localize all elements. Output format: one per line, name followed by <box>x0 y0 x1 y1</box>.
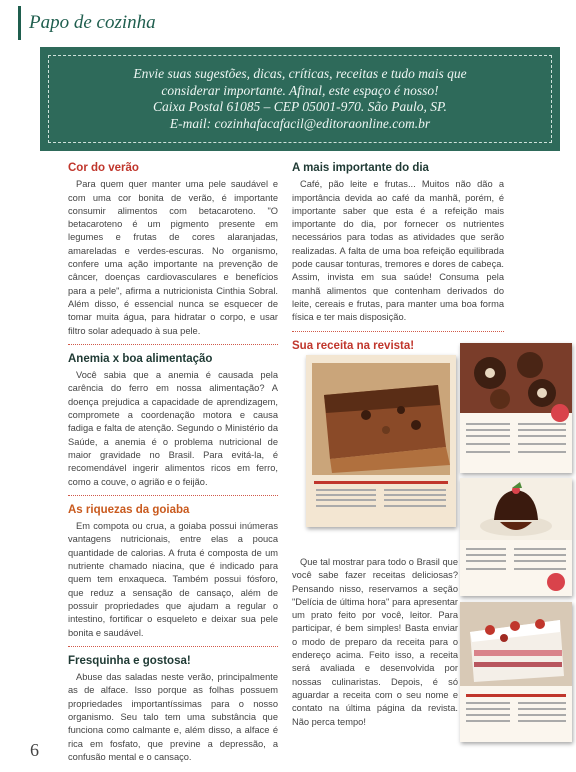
contact-email[interactable]: E-mail: cozinhafacafacil@editoraonline.com.br <box>169 115 431 131</box>
cake-slice-image <box>306 355 456 527</box>
contact-line: Envie suas sugestões, dicas, críticas, receitas e tudo mais que <box>133 66 467 81</box>
divider <box>68 646 278 647</box>
magazine-page-lava-cake <box>460 478 572 596</box>
header-accent-bar <box>18 6 21 40</box>
strawberry-cake-image <box>460 602 572 742</box>
divider <box>68 495 278 496</box>
mais-importante-title: A mais importante do dia <box>292 162 429 174</box>
lava-cake-image <box>460 478 572 596</box>
magazine-page-strawberry-cake <box>460 602 572 742</box>
right-column-top <box>292 162 504 356</box>
page-number: 6 <box>30 740 39 760</box>
contact-box <box>40 47 560 151</box>
magazine-page-chocolate <box>460 343 572 473</box>
sua-receita-title: Sua receita na revista! <box>292 339 415 352</box>
right-column-bottom <box>292 556 458 729</box>
mais-importante-body: Café, pão leite e frutas... Muitos não dão a importância devida ao café da manhã, porém, é importante saber que esta é a refeição mais importante do dia, por fornecer os nutrientes necessários para todas as atividades que serão realizadas. A falta de uma boa refeição equilibrada pode causar tonturas, tremores e dores de cabeça. Assim, invista em sua saúde! Consuma pela manhã alimentos que contenham derivados do leite, cereais e frutas, para manter uma boa forma física e ter mais disposição. <box>292 179 504 323</box>
magazine-page-cake <box>306 355 456 527</box>
cor-do-verao-title: Cor do verão <box>68 162 139 174</box>
fresquinha-body: Abuse das saladas neste verão, principalmente as de alface. Isso porque as folhas possuem propriedades importantíssimas para o nosso organismo. Seu talo tem uma substância que funciona como calmante e, além disso, a alface é rica em fosfato, que previne a depressão, a confusão mental e o cansaço. <box>68 672 278 762</box>
page-header <box>18 6 156 40</box>
section-title: Papo de cozinha <box>29 12 156 33</box>
divider <box>68 344 278 345</box>
contact-text <box>48 55 552 143</box>
cor-do-verao-body: Para quem quer manter uma pele saudável e com uma cor bonita de verão, é importante consumir alimentos com betacaroteno. "O betacaroteno é um pigmento presente em legumes e frutas de cores alaranjadas, amareladas e verdes-escuras. No organismo, confere uma ação importante na prevenção de câncer, doenças cardiovasculares e benefícios para a pele", afirma a nutricionista Cinthia Sobral. Além disso, é essencial nunca se esquecer de tomar muita água, para hidratar o corpo, e usar filtro solar adequado à sua pele. <box>68 179 278 336</box>
fresquinha-title: Fresquinha e gostosa! <box>68 654 191 667</box>
left-column <box>68 162 278 764</box>
sua-receita-body: Que tal mostrar para todo o Brasil que você sabe fazer receitas deliciosas? Pensando nisso, reservamos a seção "Delícia de última hora" para apresentar um prato feito por você, leitor. Para participar, é bem simples! Basta enviar o modo de preparo da receita para o endereço acima. Feito isso, a receita será avaliada e desenvolvida por nossas culinaristas. Depois, é só aguardar a receita com o seu nome e contato na última página da revista. Não perca tempo! <box>292 557 458 727</box>
divider <box>292 331 504 332</box>
goiaba-body: Em compota ou crua, a goiaba possui inúmeras vantagens nutricionais, entre elas a pouca quantidade de calorias. A fruta é composta de um nutriente chamado niacina, que é indicado para quem tem enxaqueca. Também possui fósforo, que reduz a sensação de cansaço, além de possuir propriedades que ajudam a regular o intestino, fortificar o esqueleto e deixar sua pele bonita e saudável. <box>68 521 278 638</box>
chocolate-cupcakes-image <box>460 343 572 473</box>
anemia-body: Você sabia que a anemia é causada pela carência do ferro em nossa alimentação? A doença prejudica a capacidade de aprendizagem, compromete a coordenação motora e causa fadiga e falta de atenção. Segundo o Ministério da Saúde, a anemia é o problema nutricional de maior gravidade no Brasil. Para evitá-la, é recomendável ingerir alimentos ricos em ferro, como a couve, o agrião e o feijão. <box>68 370 278 487</box>
contact-line: considerar importante. Afinal, este espaço é nosso! <box>161 82 439 98</box>
contact-address: Caixa Postal 61085 – CEP 05001-970. São Paulo, SP. <box>153 99 447 114</box>
goiaba-title: As riquezas da goiaba <box>68 503 190 516</box>
anemia-title: Anemia x boa alimentação <box>68 352 213 365</box>
